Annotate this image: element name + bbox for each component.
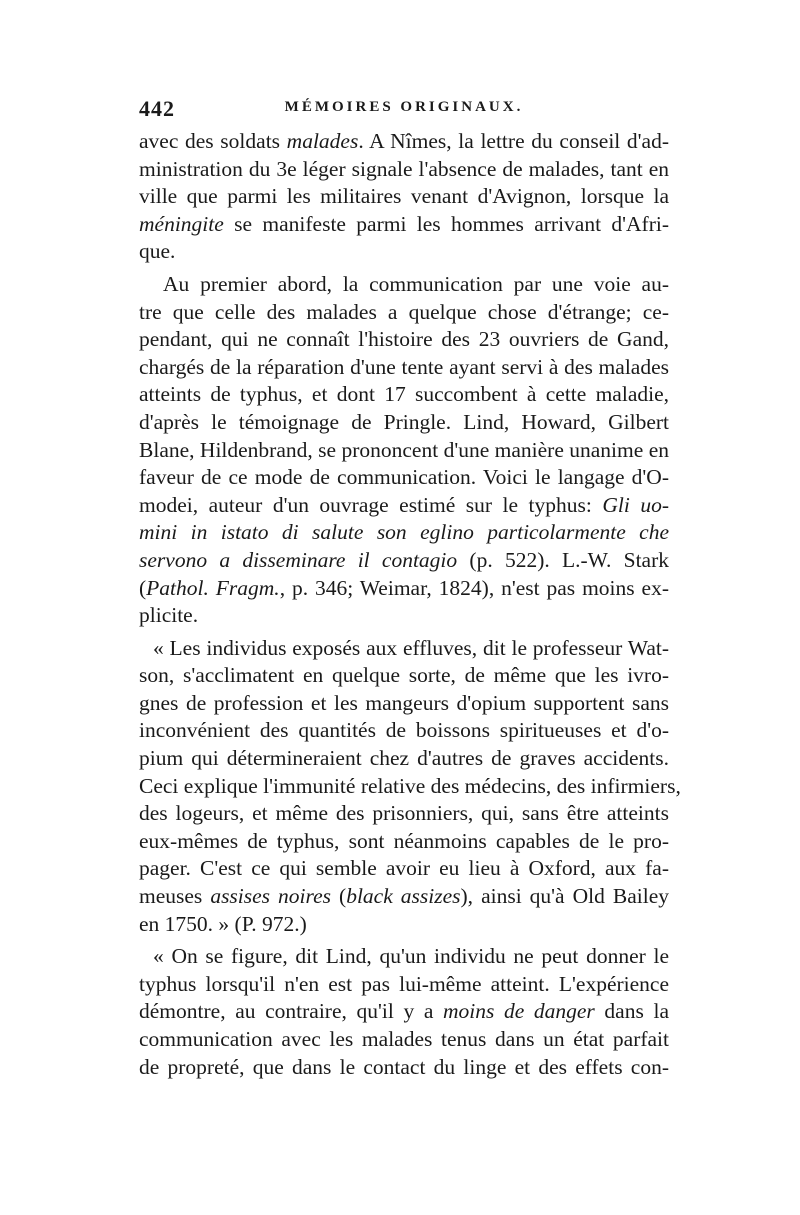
- text-line: mini in istato di salute son eglino particolarmente che: [139, 520, 669, 545]
- text-line: méningite se manifeste parmi les hommes arrivant d'Afri-: [139, 211, 669, 236]
- text-line: plicite.: [139, 603, 199, 628]
- paragraph-1: [139, 128, 669, 266]
- text-line: « On se figure, dit Lind, qu'un individu ne peut donner le: [153, 944, 669, 969]
- text-line: des logeurs, et même des prisonniers, qui, sans être atteints: [139, 801, 669, 826]
- text-line: servono a disseminare il contagio (p. 522). L.-W. Stark: [139, 547, 669, 572]
- text-line: que.: [139, 239, 176, 264]
- text-line: atteints de typhus, et dont 17 succombent à cette maladie,: [139, 382, 669, 407]
- text-line: pendant, qui ne connaît l'histoire des 23 ouvriers de Gand,: [139, 327, 669, 352]
- text-line: eux-mêmes de typhus, sont néanmoins capables de le pro-: [139, 828, 669, 853]
- paragraph-4: [139, 943, 669, 1081]
- body-text: [139, 128, 681, 1081]
- text-line: de propreté, que dans le contact du linge et des effets con-: [139, 1054, 669, 1079]
- text-line: modei, auteur d'un ouvrage estimé sur le typhus: Gli uo-: [139, 492, 669, 517]
- text-line: avec des soldats malades. A Nîmes, la lettre du conseil d'ad-: [139, 129, 669, 153]
- page-number: 442: [139, 96, 175, 121]
- text-line: pager. C'est ce qui semble avoir eu lieu à Oxford, aux fa-: [139, 856, 669, 881]
- text-line: chargés de la réparation d'une tente ayant servi à des malades: [139, 354, 669, 379]
- paragraph-3: [139, 635, 681, 939]
- text-line: son, s'acclimatent en quelque sorte, de même que les ivro-: [139, 663, 669, 688]
- paragraph-2: [139, 271, 669, 630]
- text-line: en 1750. » (P. 972.): [139, 911, 307, 936]
- text-line: Blane, Hildenbrand, se prononcent d'une manière unanime en: [139, 437, 669, 462]
- text-line: démontre, au contraire, qu'il y a moins de danger dans la: [139, 999, 669, 1024]
- text-line: faveur de ce mode de communication. Voici le langage d'O-: [139, 465, 669, 490]
- text-line: d'après le témoignage de Pringle. Lind, Howard, Gilbert: [139, 409, 669, 434]
- text-line: pium qui détermineraient chez d'autres de graves accidents.: [139, 746, 669, 771]
- text-line: typhus lorsqu'il n'en est pas lui-même atteint. L'expérience: [139, 971, 669, 996]
- text-line: ministration du 3e léger signale l'absence de malades, tant en: [139, 156, 669, 181]
- text-line: Ceci explique l'immunité relative des médecins, des infirmiers,: [139, 773, 681, 798]
- text-line: (Pathol. Fragm., p. 346; Weimar, 1824), n'est pas moins ex-: [139, 575, 669, 600]
- page-header: [139, 96, 669, 124]
- text-line: ville que parmi les militaires venant d'Avignon, lorsque la: [139, 184, 669, 209]
- text-line: tre que celle des malades a quelque chose d'étrange; ce-: [139, 299, 669, 324]
- text-line: communication avec les malades tenus dans un état parfait: [139, 1027, 669, 1051]
- text-line: « Les individus exposés aux effluves, dit le professeur Wat-: [153, 635, 669, 660]
- text-line: inconvénient des quantités de boissons spiritueuses et d'o-: [139, 718, 669, 743]
- text-line: gnes de profession et les mangeurs d'opium supportent sans: [139, 690, 669, 715]
- text-line: meuses assises noires (black assizes), ainsi qu'à Old Bailey: [139, 884, 670, 909]
- running-head: MÉMOIRES ORIGINAUX.: [284, 99, 524, 115]
- text-line: Au premier abord, la communication par une voie au-: [163, 271, 669, 296]
